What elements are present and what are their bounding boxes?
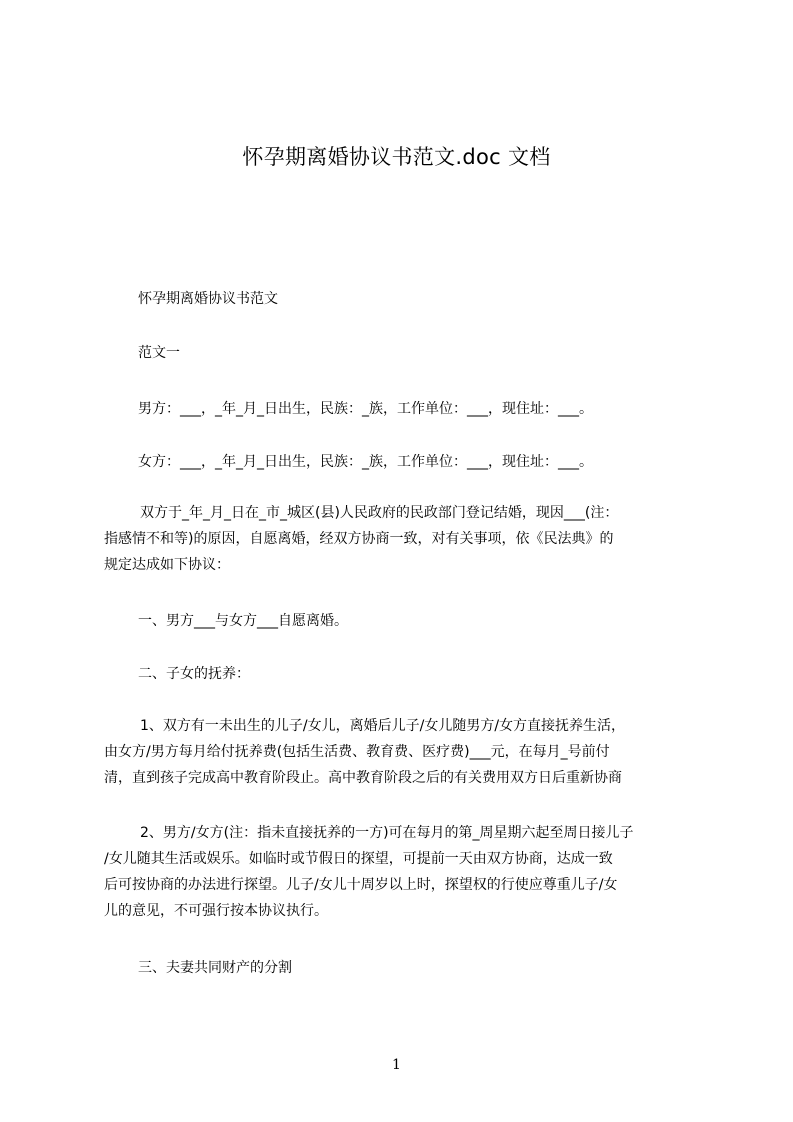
page-number: 1 (392, 1057, 401, 1073)
item-two-line: /女儿随其生活或娱乐。如临时或节假日的探望，可提前一天由双方协商，达成一致 (104, 851, 613, 867)
document-heading (104, 286, 694, 312)
intro-line: 指感情不和等)的原因，自愿离婚，经双方协商一致，对有关事项，依《民法典》的 (104, 531, 614, 547)
clause-one (104, 608, 694, 634)
item-two-paragraph (104, 820, 694, 924)
item-one-line: 由女方/男方每月给付抚养费(包括生活费、教育费、医疗费)___元，在每月_号前付 (104, 744, 610, 760)
male-party-text: 男方：___，_年_月_日出生，民族：_族，工作单位：___，现住址：___。 (138, 401, 593, 417)
intro-line: 规定达成如下协议： (104, 557, 230, 573)
item-one-paragraph (104, 713, 694, 791)
item-two-line: 2、男方/女方(注：指未直接抚养的一方)可在每月的第_周星期六起至周日接儿子 (140, 825, 634, 841)
heading-text: 怀孕期离婚协议书范文 (138, 291, 278, 307)
section-label-text: 范文一 (138, 345, 180, 361)
male-party-line (104, 396, 694, 422)
clause-two-text: 二、子女的抚养： (138, 666, 250, 682)
item-one-line: 清，直到孩子完成高中教育阶段止。高中教育阶段之后的有关费用双方日后重新协商 (104, 770, 622, 786)
item-two-line: 儿的意见，不可强行按本协议执行。 (104, 903, 328, 919)
clause-three-text: 三、夫妻共同财产的分割 (138, 960, 292, 976)
clause-two (104, 661, 694, 687)
intro-line: 双方于_年_月_日在_市_城区(县)人民政府的民政部门登记结婚，现因___(注： (140, 505, 619, 521)
female-party-text: 女方：___，_年_月_日出生，民族：_族，工作单位：___，现住址：___。 (138, 454, 593, 470)
clause-three (104, 955, 694, 981)
section-label (104, 340, 694, 366)
female-party-line (104, 449, 694, 475)
item-two-line: 后可按协商的办法进行探望。儿子/女儿十周岁以上时，探望权的行使应尊重儿子/女 (104, 877, 618, 893)
clause-one-text: 一、男方___与女方___自愿离婚。 (138, 613, 348, 629)
intro-paragraph (104, 500, 694, 578)
item-one-line: 1、双方有一未出生的儿子/女儿，离婚后儿子/女儿随男方/女方直接抚养生活， (140, 718, 626, 734)
document-title: 怀孕期离婚协议书范文.doc 文档 (242, 145, 551, 169)
